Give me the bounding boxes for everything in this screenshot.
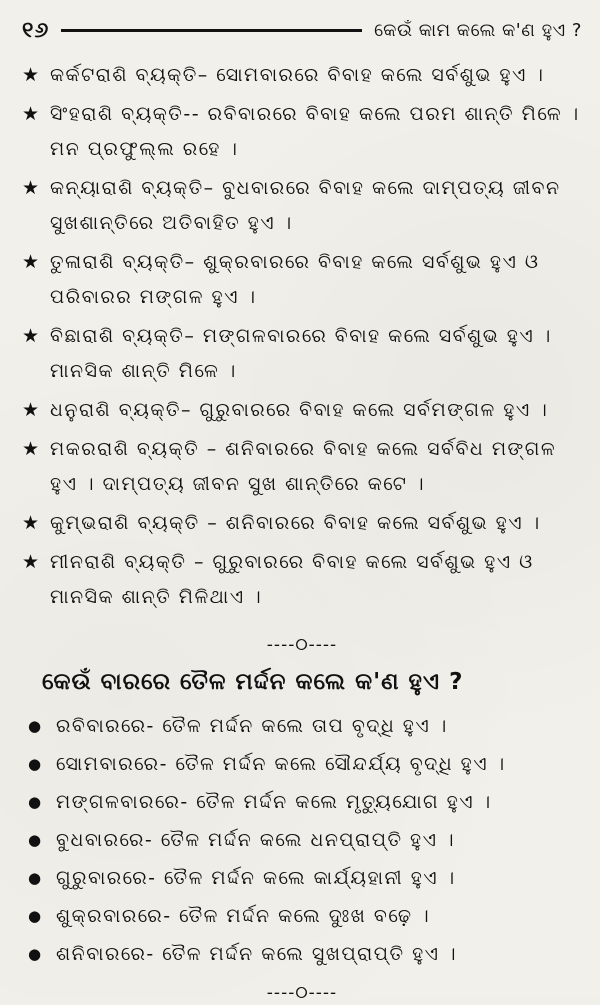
list-item xyxy=(22,863,582,893)
list-item-text: ବୁଧବାରରେ- ତୈଳ ମର୍ଦ୍ଦନ କଲେ ଧନପ୍ରାପ୍ତି ହୁଏ । xyxy=(56,829,456,851)
bullet-icon: ● xyxy=(28,717,43,735)
list-item xyxy=(22,711,582,741)
bullet-icon: ● xyxy=(28,945,43,963)
star-icon: ★ xyxy=(22,551,41,573)
list-item xyxy=(22,901,582,931)
page-header xyxy=(22,14,582,46)
section-heading: କେଉଁ ବାରରେ ତୈଳ ମର୍ଦ୍ଦନ କଲେ କ'ଣ ହୁଏ ? xyxy=(42,669,464,695)
zodiac-item xyxy=(22,58,582,93)
zodiac-item-text: କର୍କଟରାଶି ବ୍ୟକ୍ତି– ସୋମବାରରେ ବିବାହ କଲେ ସର୍ବଶୁଭ ହୁଏ । xyxy=(50,64,545,86)
bullet-icon: ● xyxy=(28,831,43,849)
header-rule xyxy=(61,29,362,32)
zodiac-item xyxy=(22,393,582,428)
section-divider: ----୦---- xyxy=(266,983,338,1003)
zodiac-item xyxy=(22,545,582,615)
star-icon: ★ xyxy=(22,251,41,273)
zodiac-item xyxy=(22,97,582,167)
star-icon: ★ xyxy=(22,64,41,86)
list-item xyxy=(22,939,582,969)
zodiac-item xyxy=(22,506,582,541)
zodiac-item-text: ମକରରାଶି ବ୍ୟକ୍ତି – ଶନିବାରରେ ବିବାହ କଲେ ସର୍ବବିଧ ମଙ୍ଗଳ ହୁଏ । ଦାମ୍ପତ୍ୟ ଜୀବନ ସୁଖ ଶାନ୍ତିରେ କଟେ । xyxy=(50,438,557,495)
list-item-text: ରବିବାରରେ- ତୈଳ ମର୍ଦ୍ଦନ କଲେ ତାପ ବୃଦ୍ଧି ହୁଏ । xyxy=(56,715,448,737)
page-content xyxy=(22,58,582,1005)
bullet-icon: ● xyxy=(28,907,43,925)
list-item-text: ସୋମବାରରେ- ତୈଳ ମର୍ଦ୍ଦନ କଲେ ସୌନ୍ଦର୍ଯ୍ୟ ବୃଦ୍ଧି ହୁଏ । xyxy=(56,753,506,775)
zodiac-item-text: କୁମ୍ଭରାଶି ବ୍ୟକ୍ତି – ଶନିବାରରେ ବିବାହ କଲେ ସର୍ବଶୁଭ ହୁଏ । xyxy=(50,512,541,534)
zodiac-item xyxy=(22,319,582,389)
zodiac-item-text: ତୁଳାରାଶି ବ୍ୟକ୍ତି– ଶୁକ୍ରବାରରେ ବିବାହ କଲେ ସର୍ବଶୁଭ ହୁଏ ଓ ପରିବାରର ମଙ୍ଗଳ ହୁଏ । xyxy=(50,251,540,308)
section-divider: ----୦---- xyxy=(266,635,338,655)
star-icon: ★ xyxy=(22,512,41,534)
running-title: କେଉଁ କାମ କଲେ କ'ଣ ହୁଏ ? xyxy=(374,19,582,41)
list-item xyxy=(22,787,582,817)
star-icon: ★ xyxy=(22,103,41,125)
star-icon: ★ xyxy=(22,399,41,421)
star-icon: ★ xyxy=(22,177,41,199)
star-icon: ★ xyxy=(22,438,41,460)
zodiac-item-text: ବିଛାରାଶି ବ୍ୟକ୍ତି– ମଙ୍ଗଳବାରରେ ବିବାହ କଲେ ସର୍ବଶୁଭ ହୁଏ । ମାନସିକ ଶାନ୍ତି ମିଳେ । xyxy=(50,325,552,382)
zodiac-item-text: ସିଂହରାଶି ବ୍ୟକ୍ତି-- ରବିବାରରେ ବିବାହ କଲେ ପରମ ଶାନ୍ତି ମିଳେ । ମନ ପ୍ରଫୁଲ୍ଲ ରହେ । xyxy=(50,103,580,160)
bullet-icon: ● xyxy=(28,869,43,887)
list-item-text: ମଙ୍ଗଳବାରରେ- ତୈଳ ମର୍ଦ୍ଦନ କଲେ ମୃତ୍ୟୁଯୋଗ ହୁଏ । xyxy=(56,791,492,813)
zodiac-item xyxy=(22,245,582,315)
bullet-icon: ● xyxy=(28,755,43,773)
zodiac-item xyxy=(22,171,582,241)
list-item xyxy=(22,749,582,779)
zodiac-item xyxy=(22,432,582,502)
page-number: ୧୬ xyxy=(22,17,50,43)
list-item xyxy=(22,825,582,855)
star-icon: ★ xyxy=(22,325,41,347)
list-item-text: ଶନିବାରରେ- ତୈଳ ମର୍ଦ୍ଦନ କଲେ ସୁଖପ୍ରାପ୍ତି ହୁଏ । xyxy=(56,943,458,965)
list-item-text: ଗୁରୁବାରରେ- ତୈଳ ମର୍ଦ୍ଦନ କଲେ କାର୍ଯ୍ୟହାନୀ ହୁଏ । xyxy=(56,867,456,889)
list-item-text: ଶୁକ୍ରବାରରେ- ତୈଳ ମର୍ଦ୍ଦନ କଲେ ଦୁଃଖ ବଢ଼େ । xyxy=(56,905,431,927)
bullet-icon: ● xyxy=(28,793,43,811)
zodiac-item-text: ମୀନରାଶି ବ୍ୟକ୍ତି – ଗୁରୁବାରରେ ବିବାହ କଲେ ସର୍ବଶୁଭ ହୁଏ ଓ ମାନସିକ ଶାନ୍ତି ମିଳିଥାଏ । xyxy=(50,551,534,608)
zodiac-item-text: କନ୍ୟାରାଶି ବ୍ୟକ୍ତି– ବୁଧବାରରେ ବିବାହ କଲେ ଦାମ୍ପତ୍ୟ ଜୀବନ ସୁଖଶାନ୍ତିରେ ଅତିବାହିତ ହୁଏ । xyxy=(50,177,561,234)
zodiac-item-text: ଧନୁରାଶି ବ୍ୟକ୍ତି– ଗୁରୁବାରରେ ବିବାହ କଲେ ସର୍ବମଙ୍ଗଳ ହୁଏ । xyxy=(50,399,549,421)
